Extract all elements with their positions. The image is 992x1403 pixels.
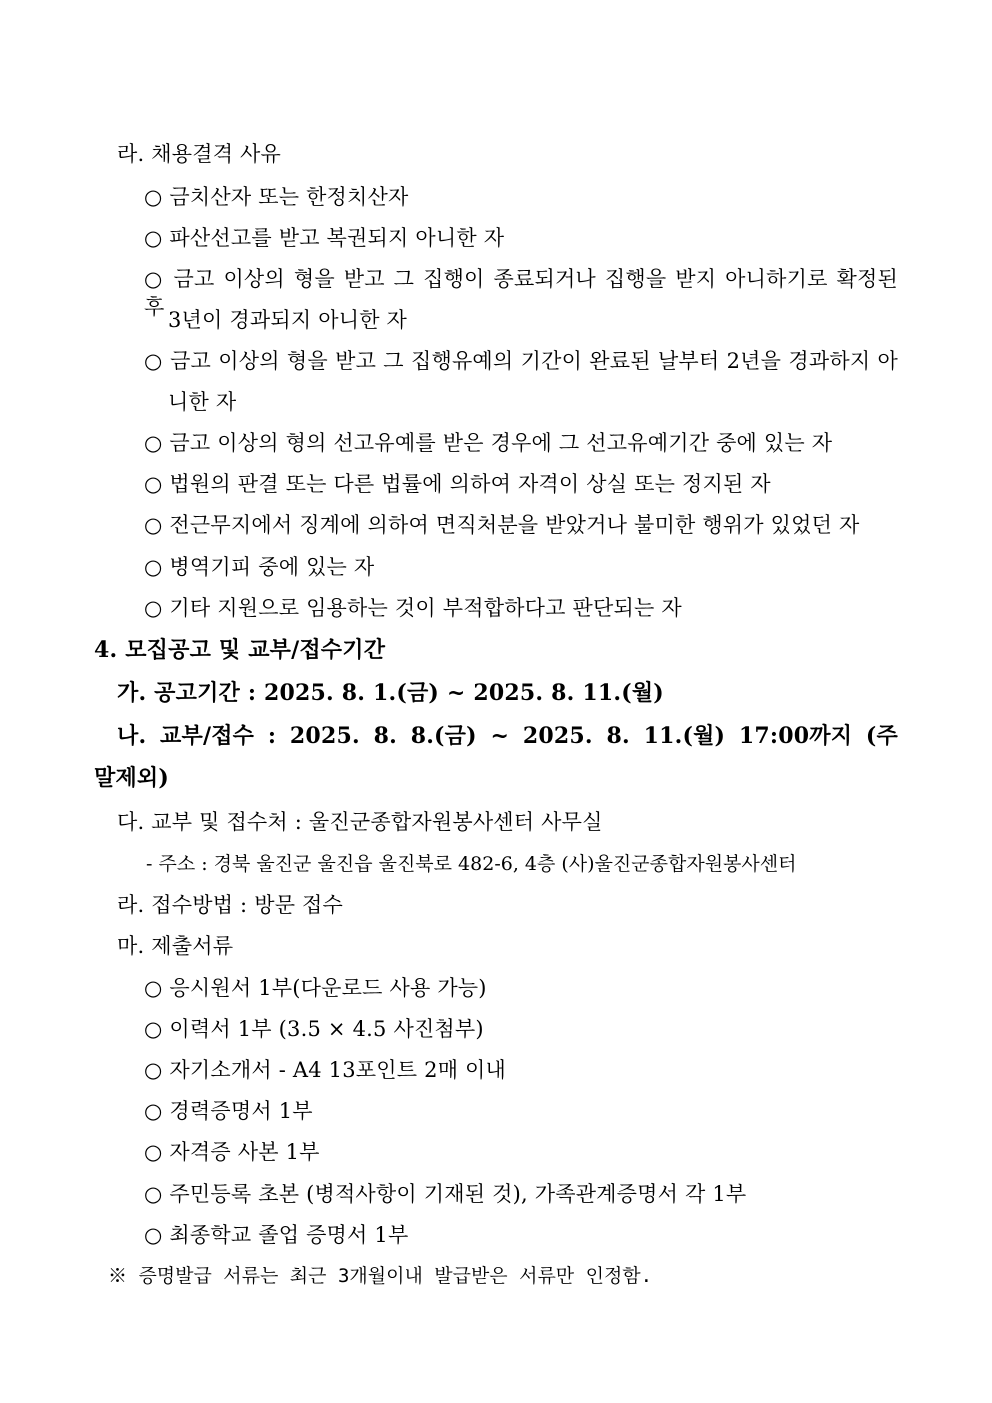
- document-item: ○ 응시원서 1부(다운로드 사용 가능): [144, 976, 487, 1000]
- document-item: ○ 자기소개서 - A4 13포인트 2매 이내: [144, 1058, 507, 1082]
- distribution-period: 나. 교부/접수 : 2025. 8. 8.(금) ~ 2025. 8. 11.(월) 17:00까지 (주: [117, 723, 898, 749]
- list-item-continuation: 니한 자: [168, 390, 237, 414]
- submission-place: 다. 교부 및 접수처 : 울진군종합자원봉사센터 사무실: [117, 810, 603, 834]
- footnote: ※ 증명발급 서류는 최근 3개월이내 발급받은 서류만 인정함.: [108, 1265, 653, 1287]
- list-item: ○ 금고 이상의 형을 받고 그 집행이 종료되거나 집행을 받지 아니하기로 확정된 후: [144, 267, 898, 319]
- list-item: ○ 파산선고를 받고 복권되지 아니한 자: [144, 226, 505, 250]
- posting-period: 가. 공고기간 : 2025. 8. 1.(금) ~ 2025. 8. 11.(월): [117, 680, 664, 706]
- document-item: ○ 최종학교 졸업 증명서 1부: [144, 1223, 409, 1247]
- list-item: ○ 병역기피 중에 있는 자: [144, 555, 375, 579]
- document-item: ○ 경력증명서 1부: [144, 1099, 313, 1123]
- list-item: ○ 기타 지원으로 임용하는 것이 부적합하다고 판단되는 자: [144, 596, 682, 620]
- distribution-period-continuation: 말제외): [94, 765, 169, 791]
- document-item: ○ 이력서 1부 (3.5 × 4.5 사진첨부): [144, 1017, 484, 1041]
- required-documents-heading: 마. 제출서류: [117, 934, 234, 958]
- section-4-heading: 4. 모집공고 및 교부/접수기간: [94, 637, 386, 663]
- list-item: ○ 전근무지에서 징계에 의하여 면직처분을 받았거나 불미한 행위가 있었던 자: [144, 513, 860, 537]
- list-item: ○ 금치산자 또는 한정치산자: [144, 185, 409, 209]
- document-item: ○ 자격증 사본 1부: [144, 1140, 320, 1164]
- list-item: ○ 법원의 판결 또는 다른 법률에 의하여 자격이 상실 또는 정지된 자: [144, 472, 771, 496]
- address: - 주소 : 경북 울진군 울진읍 울진북로 482-6, 4층 (사)울진군종합자원봉사센터: [146, 853, 797, 875]
- list-item: ○ 금고 이상의 형을 받고 그 집행유예의 기간이 완료된 날부터 2년을 경과하지 아: [144, 349, 898, 373]
- list-item: ○ 금고 이상의 형의 선고유예를 받은 경우에 그 선고유예기간 중에 있는 자: [144, 431, 833, 455]
- submission-method: 라. 접수방법 : 방문 접수: [117, 893, 344, 917]
- section-ra-heading: 라. 채용결격 사유: [117, 142, 282, 166]
- document-item: ○ 주민등록 초본 (병적사항이 기재된 것), 가족관계증명서 각 1부: [144, 1182, 747, 1206]
- list-item-continuation: 3년이 경과되지 아니한 자: [168, 308, 408, 332]
